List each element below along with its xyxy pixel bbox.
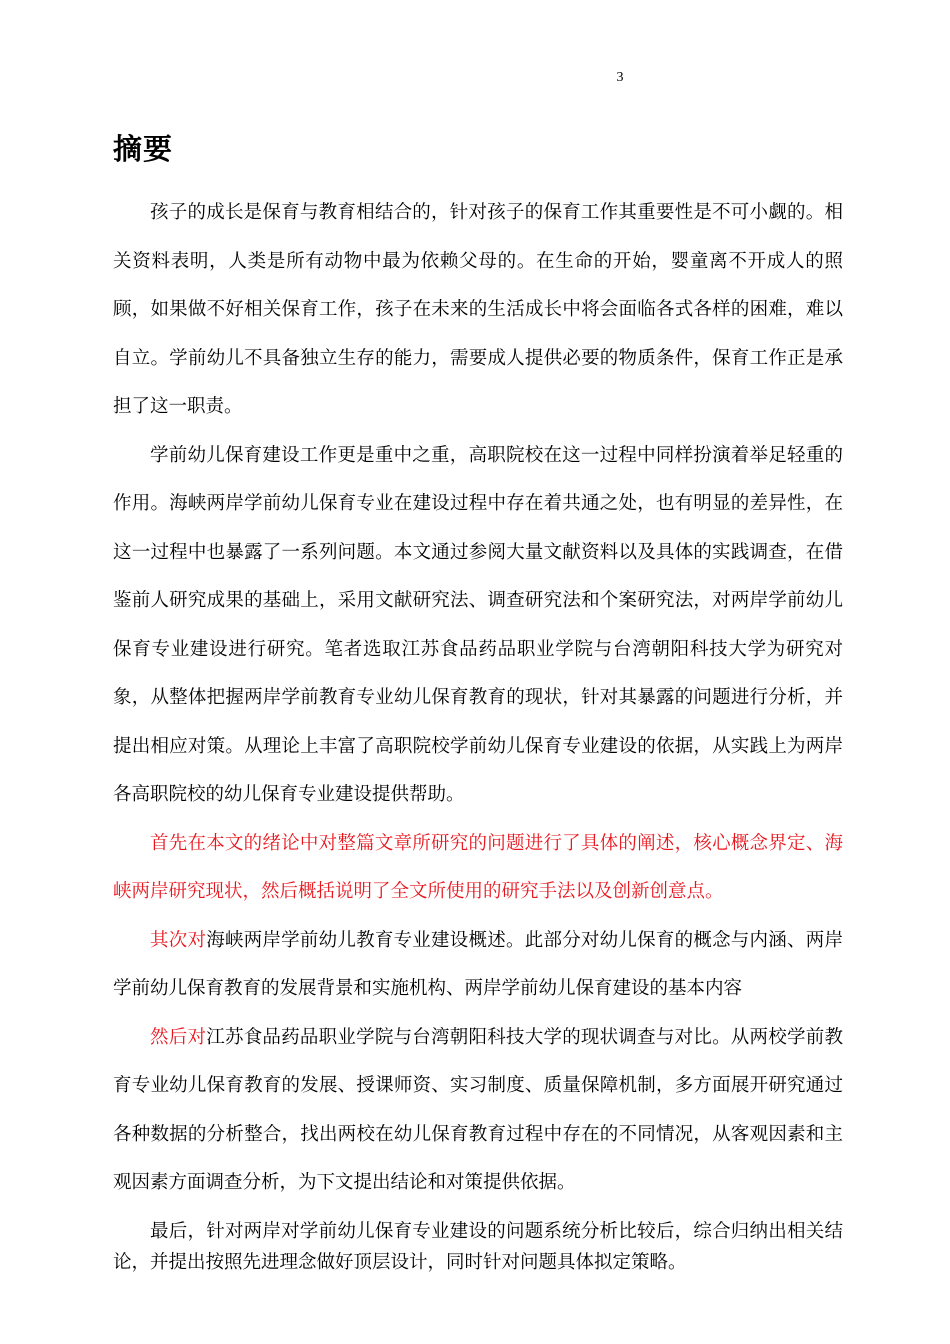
page-title: 摘要 (113, 132, 174, 166)
paragraph-3 (113, 820, 843, 917)
paragraph-1 (113, 189, 843, 432)
paragraph-6 (113, 1216, 843, 1278)
paragraph-5-highlight: 然后对 (150, 1026, 207, 1048)
paragraph-4 (113, 917, 843, 1014)
paragraph-2-text: 学前幼儿保育建设工作更是重中之重，高职院校在这一过程中同样扮演着举足轻重的作用。海峡两岸学前幼儿保育专业在建设过程中存在着共通之处，也有明显的差异性，在这一过程中也暴露了一系列问题。本文通过参阅大量文献资料以及具体的实践调查，在借鉴前人研究成果的基础上，采用文献研究法、调查研究法和个案研究法，对两岸学前幼儿保育专业建设进行研究。笔者选取江苏食品药品职业学院与台湾朝阳科技大学为研究对象，从整体把握两岸学前教育专业幼儿保育教育的现状，针对其暴露的问题进行分析，并提出相应对策。从理论上丰富了高职院校学前幼儿保育专业建设的依据，从实践上为两岸各高职院校的幼儿保育专业建设提供帮助。 (113, 444, 843, 805)
paragraph-4-highlight: 其次对 (150, 929, 207, 951)
paragraph-1-text: 孩子的成长是保育与教育相结合的，针对孩子的保育工作其重要性是不可小觑的。相关资料表明，人类是所有动物中最为依赖父母的。在生命的开始，婴童离不开成人的照顾，如果做不好相关保育工作，孩子在未来的生活成长中将会面临各式各样的困难，难以自立。学前幼儿不具备独立生存的能力，需要成人提供必要的物质条件，保育工作正是承担了这一职责。 (113, 202, 843, 417)
paragraph-4-text: 海峡两岸学前幼儿教育专业建设概述。此部分对幼儿保育的概念与内涵、两岸学前幼儿保育教育的发展背景和实施机构、两岸学前幼儿保育建设的基本内容 (113, 929, 843, 999)
abstract-body (113, 189, 843, 1278)
paragraph-5-text: 江苏食品药品职业学院与台湾朝阳科技大学的现状调查与对比。从两校学前教育专业幼儿保育教育的发展、授课师资、实习制度、质量保障机制，多方面展开研究通过各种数据的分析整合，找出两校在幼儿保育教育过程中存在的不同情况，从客观因素和主观因素方面调查分析，为下文提出结论和对策提供依据。 (113, 1026, 843, 1193)
paragraph-6-text: 最后，针对两岸对学前幼儿保育专业建设的问题系统分析比较后，综合归纳出相关结论，并提出按照先进理念做好顶层设计，同时针对问题具体拟定策略。 (113, 1220, 843, 1273)
paragraph-5 (113, 1014, 843, 1208)
page-number: 3 (616, 70, 624, 85)
paragraph-2 (113, 432, 843, 820)
paragraph-3-highlight: 首先在本文的绪论中对整篇文章所研究的问题进行了具体的阐述，核心概念界定、海峡两岸研究现状，然后概括说明了全文所使用的研究手法以及创新创意点。 (113, 832, 843, 902)
